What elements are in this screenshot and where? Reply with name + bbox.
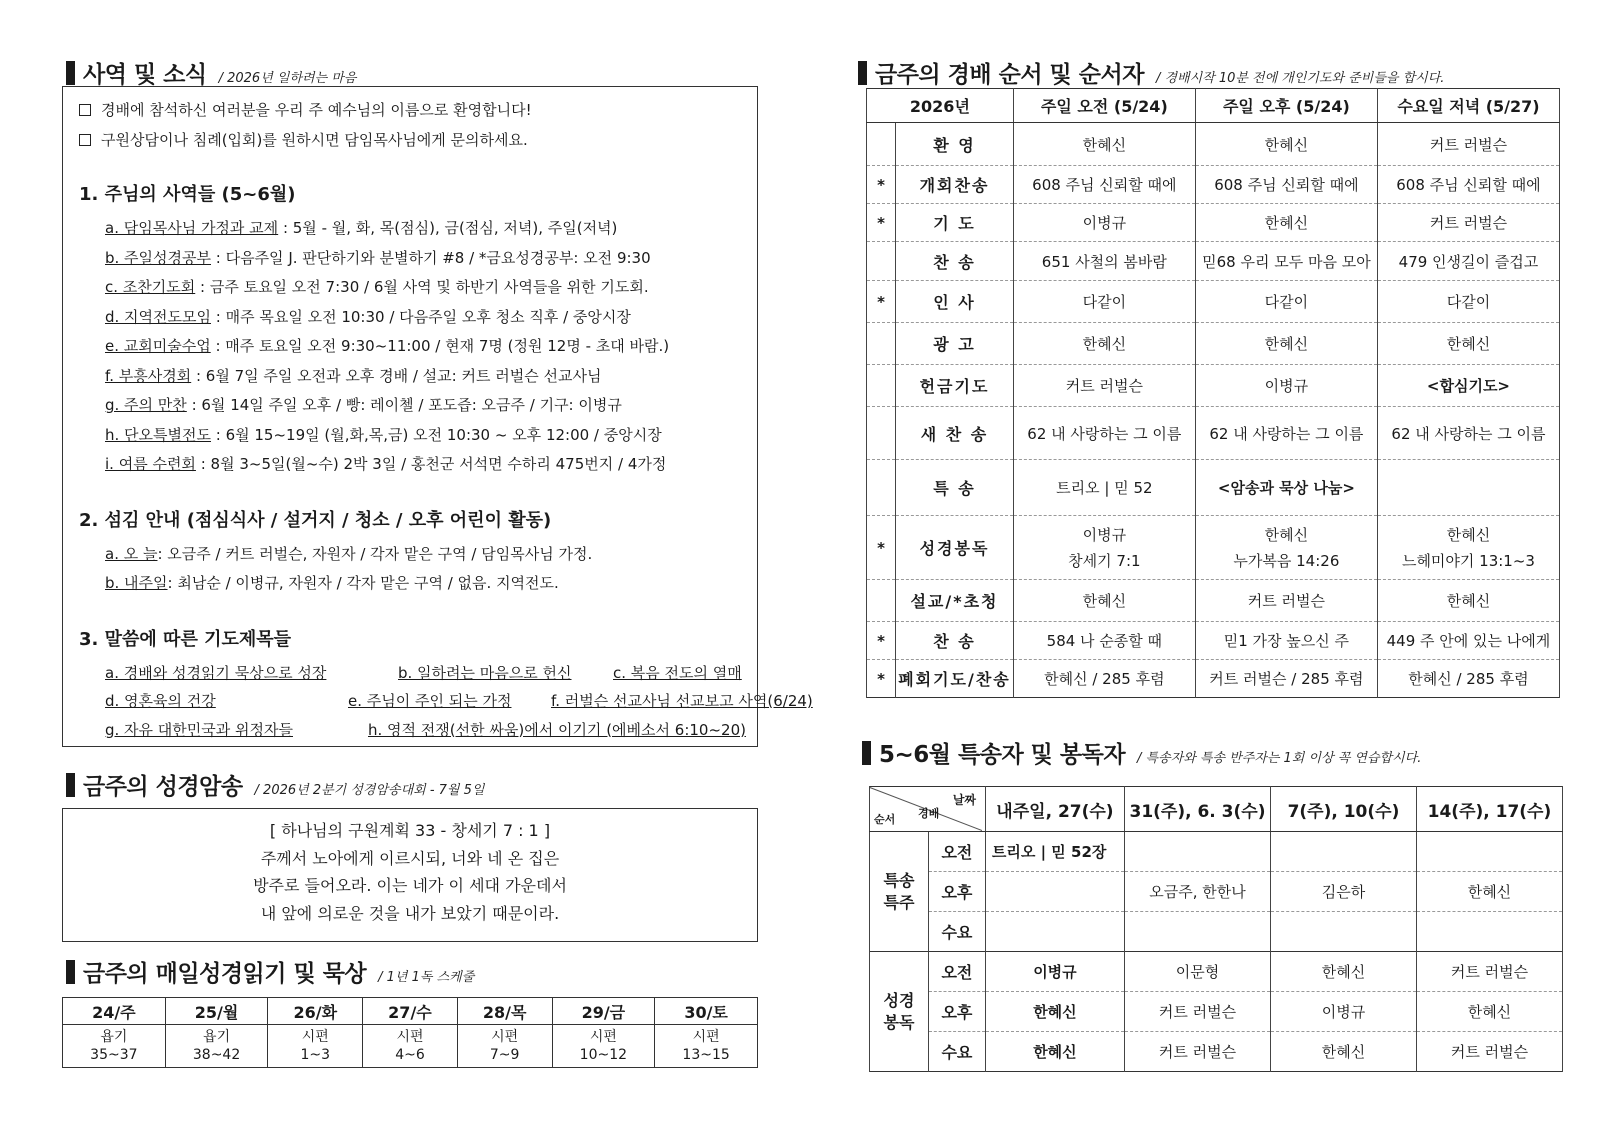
prayer-item: d. 영혼육의 건강 — [105, 692, 216, 710]
order-cell: 커트 러벌슨 — [1377, 123, 1559, 166]
schedule-item — [105, 214, 741, 244]
order-cell: 다같이 — [1377, 281, 1559, 323]
special-service: 오전 — [928, 832, 985, 872]
prayer-item: e. 주님이 주인 되는 가정 — [348, 692, 512, 710]
special-service: 오후 — [928, 872, 985, 912]
diagonal-header — [870, 787, 982, 831]
order-cell — [1377, 460, 1559, 516]
order-cell: 62 내 사랑하는 그 이름 — [1377, 407, 1559, 460]
verse-line: 주께서 노아에게 이르시되, 너와 네 온 집은 — [260, 848, 560, 868]
order-item-label: 환 영 — [896, 123, 1014, 166]
notice-welcome: 경배에 참석하신 여러분을 우리 주 예수님의 이름으로 환영합니다! — [79, 99, 741, 120]
reading-passage — [655, 1025, 758, 1068]
order-row — [867, 580, 1560, 622]
schedule-item-key: a. 담임목사님 가정과 교제 — [105, 219, 279, 237]
special-row — [870, 912, 1563, 952]
order-cell: 커트 러벌슨 — [1195, 580, 1377, 622]
special-service: 오전 — [928, 952, 985, 992]
order-row — [867, 323, 1560, 365]
order-cell: 62 내 사랑하는 그 이름 — [1013, 407, 1195, 460]
reading-passage — [63, 1025, 166, 1068]
special-cell: 한혜신 — [985, 992, 1124, 1032]
order-row — [867, 407, 1560, 460]
prayer-item: g. 자유 대한민국과 위정자들 — [105, 720, 293, 739]
section-3-heading: 3. 말씀에 따른 기도제목들 — [79, 628, 292, 650]
special-cell — [1416, 912, 1562, 952]
order-cell: 트리오 | 믿 52 — [1013, 460, 1195, 516]
special-cell: 커트 러벌슨 — [1416, 1032, 1562, 1072]
order-row — [867, 166, 1560, 204]
order-cell: 다같이 — [1013, 281, 1195, 323]
order-section-title: 금주의 경배 순서 및 순서자 / 경배시작 10분 전에 개인기도와 준비들을 합시다. — [858, 56, 1444, 89]
schedule-item-value: : 5월 - 월, 화, 목(점심), 금(점심, 저녁), 주일(저녁) — [278, 219, 618, 237]
reading-passage — [363, 1025, 458, 1068]
special-cell: 한혜신 — [1271, 1032, 1417, 1072]
order-cell: 한혜신 — [1195, 123, 1377, 166]
reading-section-title: 금주의 매일성경읽기 및 묵상 / 1년 1독 스케줄 — [66, 955, 474, 988]
schedule-item-key: b. 내주일 — [105, 574, 168, 592]
special-date: 14(주), 17(수) — [1416, 787, 1562, 832]
reading-passage — [457, 1025, 552, 1068]
special-cell: 커트 러벌슨 — [1124, 1032, 1270, 1072]
order-item-label: 찬 송 — [896, 622, 1014, 660]
special-row — [870, 992, 1563, 1032]
schedule-item — [105, 391, 741, 421]
schedule-item-key: d. 지역전도모임 — [105, 307, 211, 326]
order-item-label: 개회찬송 — [896, 166, 1014, 204]
verse-section-title: 금주의 성경암송 / 2026년 2분기 성경암송대회 - 7월 5일 — [66, 768, 484, 801]
standing-marker — [867, 580, 896, 622]
standing-marker: * — [867, 660, 896, 698]
schedule-item-value: : 매주 토요일 오전 9:30~11:00 / 현재 7명 (정원 12명 - 초대 바람.) — [210, 337, 670, 355]
schedule-item — [105, 273, 741, 303]
special-cell: 한혜신 — [1416, 992, 1562, 1032]
special-cell: 한혜신 — [985, 1032, 1124, 1072]
order-cell: 한혜신 — [1377, 580, 1559, 622]
reading-passage — [552, 1025, 655, 1068]
schedule-item-value: : 오금주 / 커트 러벌슨, 자원자 / 각자 맡은 구역 / 담임목사님 가정. — [157, 544, 593, 563]
order-header-cell: 주일 오후 (5/24) — [1195, 89, 1377, 123]
special-cell: 커트 러벌슨 — [1416, 952, 1562, 992]
special-group: 성경 봉독 — [870, 952, 929, 1072]
special-cell — [985, 912, 1124, 952]
reading-day: 26/화 — [268, 998, 363, 1025]
order-header-cell: 2026년 — [867, 89, 1014, 123]
reading-day: 29/금 — [552, 998, 655, 1025]
schedule-item — [105, 450, 741, 480]
special-cell — [1416, 832, 1562, 872]
order-item-label: 특 송 — [896, 460, 1014, 516]
special-cell: 한혜신 — [1416, 872, 1562, 912]
special-cell — [1271, 832, 1417, 872]
special-date: 31(주), 6. 3(수) — [1124, 787, 1270, 832]
prayer-row — [105, 659, 741, 688]
prayer-list — [105, 659, 813, 745]
schedule-item-key: c. 조찬기도회 — [105, 278, 196, 296]
order-item-label: 성경봉독 — [896, 516, 1014, 580]
corner-order-label: 순서 — [874, 813, 896, 826]
reading-range: 4~6 — [395, 1047, 425, 1063]
schedule-item-key: b. 주일성경공부 — [105, 248, 211, 267]
special-cell — [1271, 912, 1417, 952]
reading-range: 7~9 — [489, 1047, 520, 1063]
reading-passage — [165, 1025, 268, 1068]
order-cell: 608 주님 신뢰할 때에 — [1195, 166, 1377, 204]
special-row — [870, 1032, 1563, 1072]
schedule-item — [105, 540, 741, 570]
prayer-item: a. 경배와 성경읽기 묵상으로 성장 — [105, 663, 327, 682]
order-cell: 믿68 우리 모두 마음 모아 — [1195, 242, 1377, 281]
order-item-label: 인 사 — [896, 281, 1014, 323]
verse-line: 방주로 들어오라. 이는 네가 이 세대 가운데서 — [253, 876, 567, 895]
title-bar — [858, 61, 867, 85]
order-row — [867, 460, 1560, 516]
prayer-item: b. 일하려는 마음으로 헌신 — [398, 663, 572, 682]
order-cell: 믿1 가장 높으신 주 — [1195, 622, 1377, 660]
standing-marker: * — [867, 281, 896, 323]
order-row — [867, 242, 1560, 281]
special-cell: 커트 러벌슨 — [1124, 992, 1270, 1032]
order-row — [867, 281, 1560, 323]
reading-range: 10~12 — [579, 1047, 628, 1063]
schedule-item-value: : 다음주일 J. 판단하기와 분별하기 #8 / *금요성경공부: 오전 9:30 — [211, 248, 651, 267]
schedule-item-key: h. 단오특별전도 — [105, 425, 211, 444]
reading-range: 1~3 — [300, 1047, 331, 1063]
order-cell: 한혜신 — [1013, 580, 1195, 622]
special-group: 특송 특주 — [870, 832, 929, 952]
reading-passage — [268, 1025, 363, 1068]
order-row — [867, 622, 1560, 660]
reading-day: 25/월 — [165, 998, 268, 1025]
section-2-heading: 2. 섬김 안내 (점심식사 / 설거지 / 청소 / 오후 어린이 활동) — [79, 509, 552, 531]
prayer-row — [105, 716, 746, 745]
order-cell: 커트 러벌슨 / 285 후렴 — [1195, 660, 1377, 698]
standing-marker — [867, 242, 896, 281]
order-row — [867, 365, 1560, 407]
section-2-list — [79, 540, 741, 599]
special-cell — [1124, 912, 1270, 952]
special-date: 7(주), 10(수) — [1271, 787, 1417, 832]
reading-day: 30/토 — [655, 998, 758, 1025]
title-bar — [66, 773, 75, 797]
order-cell: <합심기도> — [1377, 365, 1559, 407]
reading-day: 27/수 — [363, 998, 458, 1025]
order-cell: 한혜신 — [1195, 204, 1377, 242]
order-cell: 한혜신 — [1377, 323, 1559, 365]
verse-box — [62, 808, 758, 942]
order-cell: 449 주 안에 있는 나에게 — [1377, 622, 1559, 660]
news-section-title: 사역 및 소식 / 2026년 일하려는 마음 — [66, 56, 356, 89]
reading-passage-row — [63, 1025, 758, 1068]
order-row — [867, 660, 1560, 698]
reading-day: 24/주 — [63, 998, 166, 1025]
title-bar — [66, 960, 75, 984]
order-cell: 한혜신 / 285 후렴 — [1377, 660, 1559, 698]
special-cell: 트리오 | 믿 52장 — [985, 832, 1124, 872]
corner-worship-label: 경배 — [918, 807, 940, 820]
order-cell: 이병규 — [1195, 365, 1377, 407]
special-row — [870, 832, 1563, 872]
prayer-item: f. 러벌슨 선교사님 선교보고 사역(6/24) — [551, 692, 813, 710]
order-header-row — [867, 89, 1560, 123]
notice-counsel: 구원상담이나 침례(입회)를 원하시면 담임목사님에게 문의하세요. — [79, 129, 741, 150]
schedule-item-key: g. 주의 만찬 — [105, 396, 187, 414]
special-cell: 한혜신 — [1271, 952, 1417, 992]
checkbox-icon — [79, 104, 91, 116]
schedule-item-value: : 금주 토요일 오전 7:30 / 6월 사역 및 하반기 사역들을 위한 기도회. — [195, 278, 649, 296]
standing-marker — [867, 123, 896, 166]
special-cell: 김은하 — [1271, 872, 1417, 912]
order-item-label: 광 고 — [896, 323, 1014, 365]
special-cell: 오금주, 한한나 — [1124, 872, 1270, 912]
news-box — [62, 86, 813, 747]
standing-marker — [867, 323, 896, 365]
reading-range: 38~42 — [192, 1047, 241, 1063]
special-cell: 이병규 — [985, 952, 1124, 992]
reading-range: 35~37 — [90, 1047, 138, 1063]
standing-marker: * — [867, 204, 896, 242]
special-cell — [1124, 832, 1270, 872]
prayer-item: c. 복음 전도의 열매 — [613, 663, 742, 682]
special-row — [870, 872, 1563, 912]
special-service: 수요 — [928, 912, 985, 952]
verse-line: 내 앞에 의로운 것을 내가 보았기 때문이라. — [260, 903, 560, 923]
special-cell — [985, 872, 1124, 912]
reading-table — [62, 997, 758, 1068]
order-row — [867, 123, 1560, 166]
special-cell: 이병규 — [1271, 992, 1417, 1032]
order-cell: 한혜신 — [1013, 323, 1195, 365]
schedule-item — [105, 569, 741, 599]
title-bar — [66, 61, 75, 85]
standing-marker: * — [867, 622, 896, 660]
schedule-item-value: : 최남순 / 이병규, 자원자 / 각자 맡은 구역 / 없음. 지역전도. — [167, 574, 559, 592]
order-cell: 651 사철의 봄바람 — [1013, 242, 1195, 281]
schedule-item-key: f. 부흥사경회 — [105, 366, 192, 385]
special-cell: 이문형 — [1124, 952, 1270, 992]
order-header-cell: 수요일 저녁 (5/27) — [1377, 89, 1559, 123]
schedule-item-key: a. 오 늘 — [105, 544, 158, 563]
section-1-heading: 1. 주님의 사역들 (5~6월) — [79, 184, 296, 205]
order-cell: 이병규 창세기 7:1 — [1013, 516, 1195, 580]
schedule-item — [105, 332, 741, 362]
reading-range: 13~15 — [682, 1047, 730, 1063]
order-cell: <암송과 묵상 나눔> — [1195, 460, 1377, 516]
order-row — [867, 516, 1560, 580]
order-item-label: 헌금기도 — [896, 365, 1014, 407]
reading-book: 욥기 — [100, 1029, 128, 1045]
schedule-item — [105, 244, 741, 274]
order-item-label: 찬 송 — [896, 242, 1014, 281]
reading-book: 시편 — [396, 1029, 424, 1045]
schedule-item-key: e. 교회미술수업 — [105, 337, 211, 355]
order-cell: 다같이 — [1195, 281, 1377, 323]
order-cell: 584 나 순종할 때 — [1013, 622, 1195, 660]
reading-book: 시편 — [491, 1029, 519, 1045]
order-cell: 한혜신 — [1195, 323, 1377, 365]
order-cell: 한혜신 / 285 후렴 — [1013, 660, 1195, 698]
order-item-label: 폐회기도/찬송 — [896, 660, 1014, 698]
reading-day-row — [63, 998, 758, 1025]
title-bar — [862, 741, 871, 765]
order-item-label: 새 찬 송 — [896, 407, 1014, 460]
order-cell: 커트 러벌슨 — [1377, 204, 1559, 242]
reading-book: 시편 — [692, 1029, 720, 1045]
order-item-label: 기 도 — [896, 204, 1014, 242]
order-row — [867, 204, 1560, 242]
order-cell: 한혜신 누가복음 14:26 — [1195, 516, 1377, 580]
special-schedule-table — [869, 786, 1563, 1072]
corner-cell — [870, 787, 986, 832]
order-item-label: 설교/*초청 — [896, 580, 1014, 622]
corner-date-label: 날짜 — [952, 793, 976, 807]
order-cell: 이병규 — [1013, 204, 1195, 242]
special-date: 내주일, 27(수) — [985, 787, 1124, 832]
section-1-list — [79, 214, 741, 480]
reading-book: 시편 — [589, 1029, 617, 1045]
special-service: 오후 — [928, 992, 985, 1032]
order-cell: 한혜신 — [1013, 123, 1195, 166]
order-cell: 608 주님 신뢰할 때에 — [1013, 166, 1195, 204]
special-section-title: 5~6월 특송자 및 봉독자 / 특송자와 특송 반주자는 1회 이상 꼭 연습합시다. — [862, 736, 1421, 769]
verse-reference: [ 하나님의 구원계획 33 - 창세기 7 : 1 ] — [269, 821, 551, 840]
prayer-row — [105, 687, 813, 716]
special-row — [870, 952, 1563, 992]
special-header-row — [870, 787, 1563, 832]
schedule-item-value: : 매주 목요일 오전 10:30 / 다음주일 오후 청소 직후 / 중앙시장 — [211, 307, 631, 326]
schedule-item-value: : 6월 14일 주일 오후 / 빵: 레이첼 / 포도즙: 오금주 / 기구: 이병규 — [186, 396, 622, 414]
order-cell: 62 내 사랑하는 그 이름 — [1195, 407, 1377, 460]
schedule-item — [105, 421, 741, 451]
standing-marker — [867, 407, 896, 460]
reading-book: 시편 — [301, 1029, 329, 1045]
order-cell: 한혜신 느헤미야기 13:1~3 — [1377, 516, 1559, 580]
standing-marker: * — [867, 166, 896, 204]
worship-order-table — [866, 88, 1560, 698]
checkbox-icon — [79, 134, 91, 146]
reading-book: 욥기 — [203, 1029, 231, 1045]
schedule-item-value: : 6월 7일 주일 오전과 오후 경배 / 설교: 커트 러벌슨 선교사님 — [191, 366, 602, 385]
schedule-item — [105, 362, 741, 392]
order-cell: 479 인생길이 즐겁고 — [1377, 242, 1559, 281]
standing-marker — [867, 365, 896, 407]
standing-marker: * — [867, 516, 896, 580]
standing-marker — [867, 460, 896, 516]
schedule-item-value: : 8월 3~5일(월~수) 2박 3일 / 홍천군 서석면 수하리 475번지 / 4가정 — [195, 455, 667, 473]
schedule-item-value: : 6월 15~19일 (월,화,목,금) 오전 10:30 ~ 오후 12:00 / 중앙시장 — [210, 425, 662, 444]
prayer-item: h. 영적 전쟁(선한 싸움)에서 이기기 (에베소서 6:10~20) — [368, 720, 746, 739]
reading-day: 28/목 — [457, 998, 552, 1025]
order-cell: 커트 러벌슨 — [1013, 365, 1195, 407]
schedule-item — [105, 303, 741, 333]
schedule-item-key: i. 여름 수련회 — [105, 455, 196, 473]
special-service: 수요 — [928, 1032, 985, 1072]
order-cell: 608 주님 신뢰할 때에 — [1377, 166, 1559, 204]
order-header-cell: 주일 오전 (5/24) — [1013, 89, 1195, 123]
